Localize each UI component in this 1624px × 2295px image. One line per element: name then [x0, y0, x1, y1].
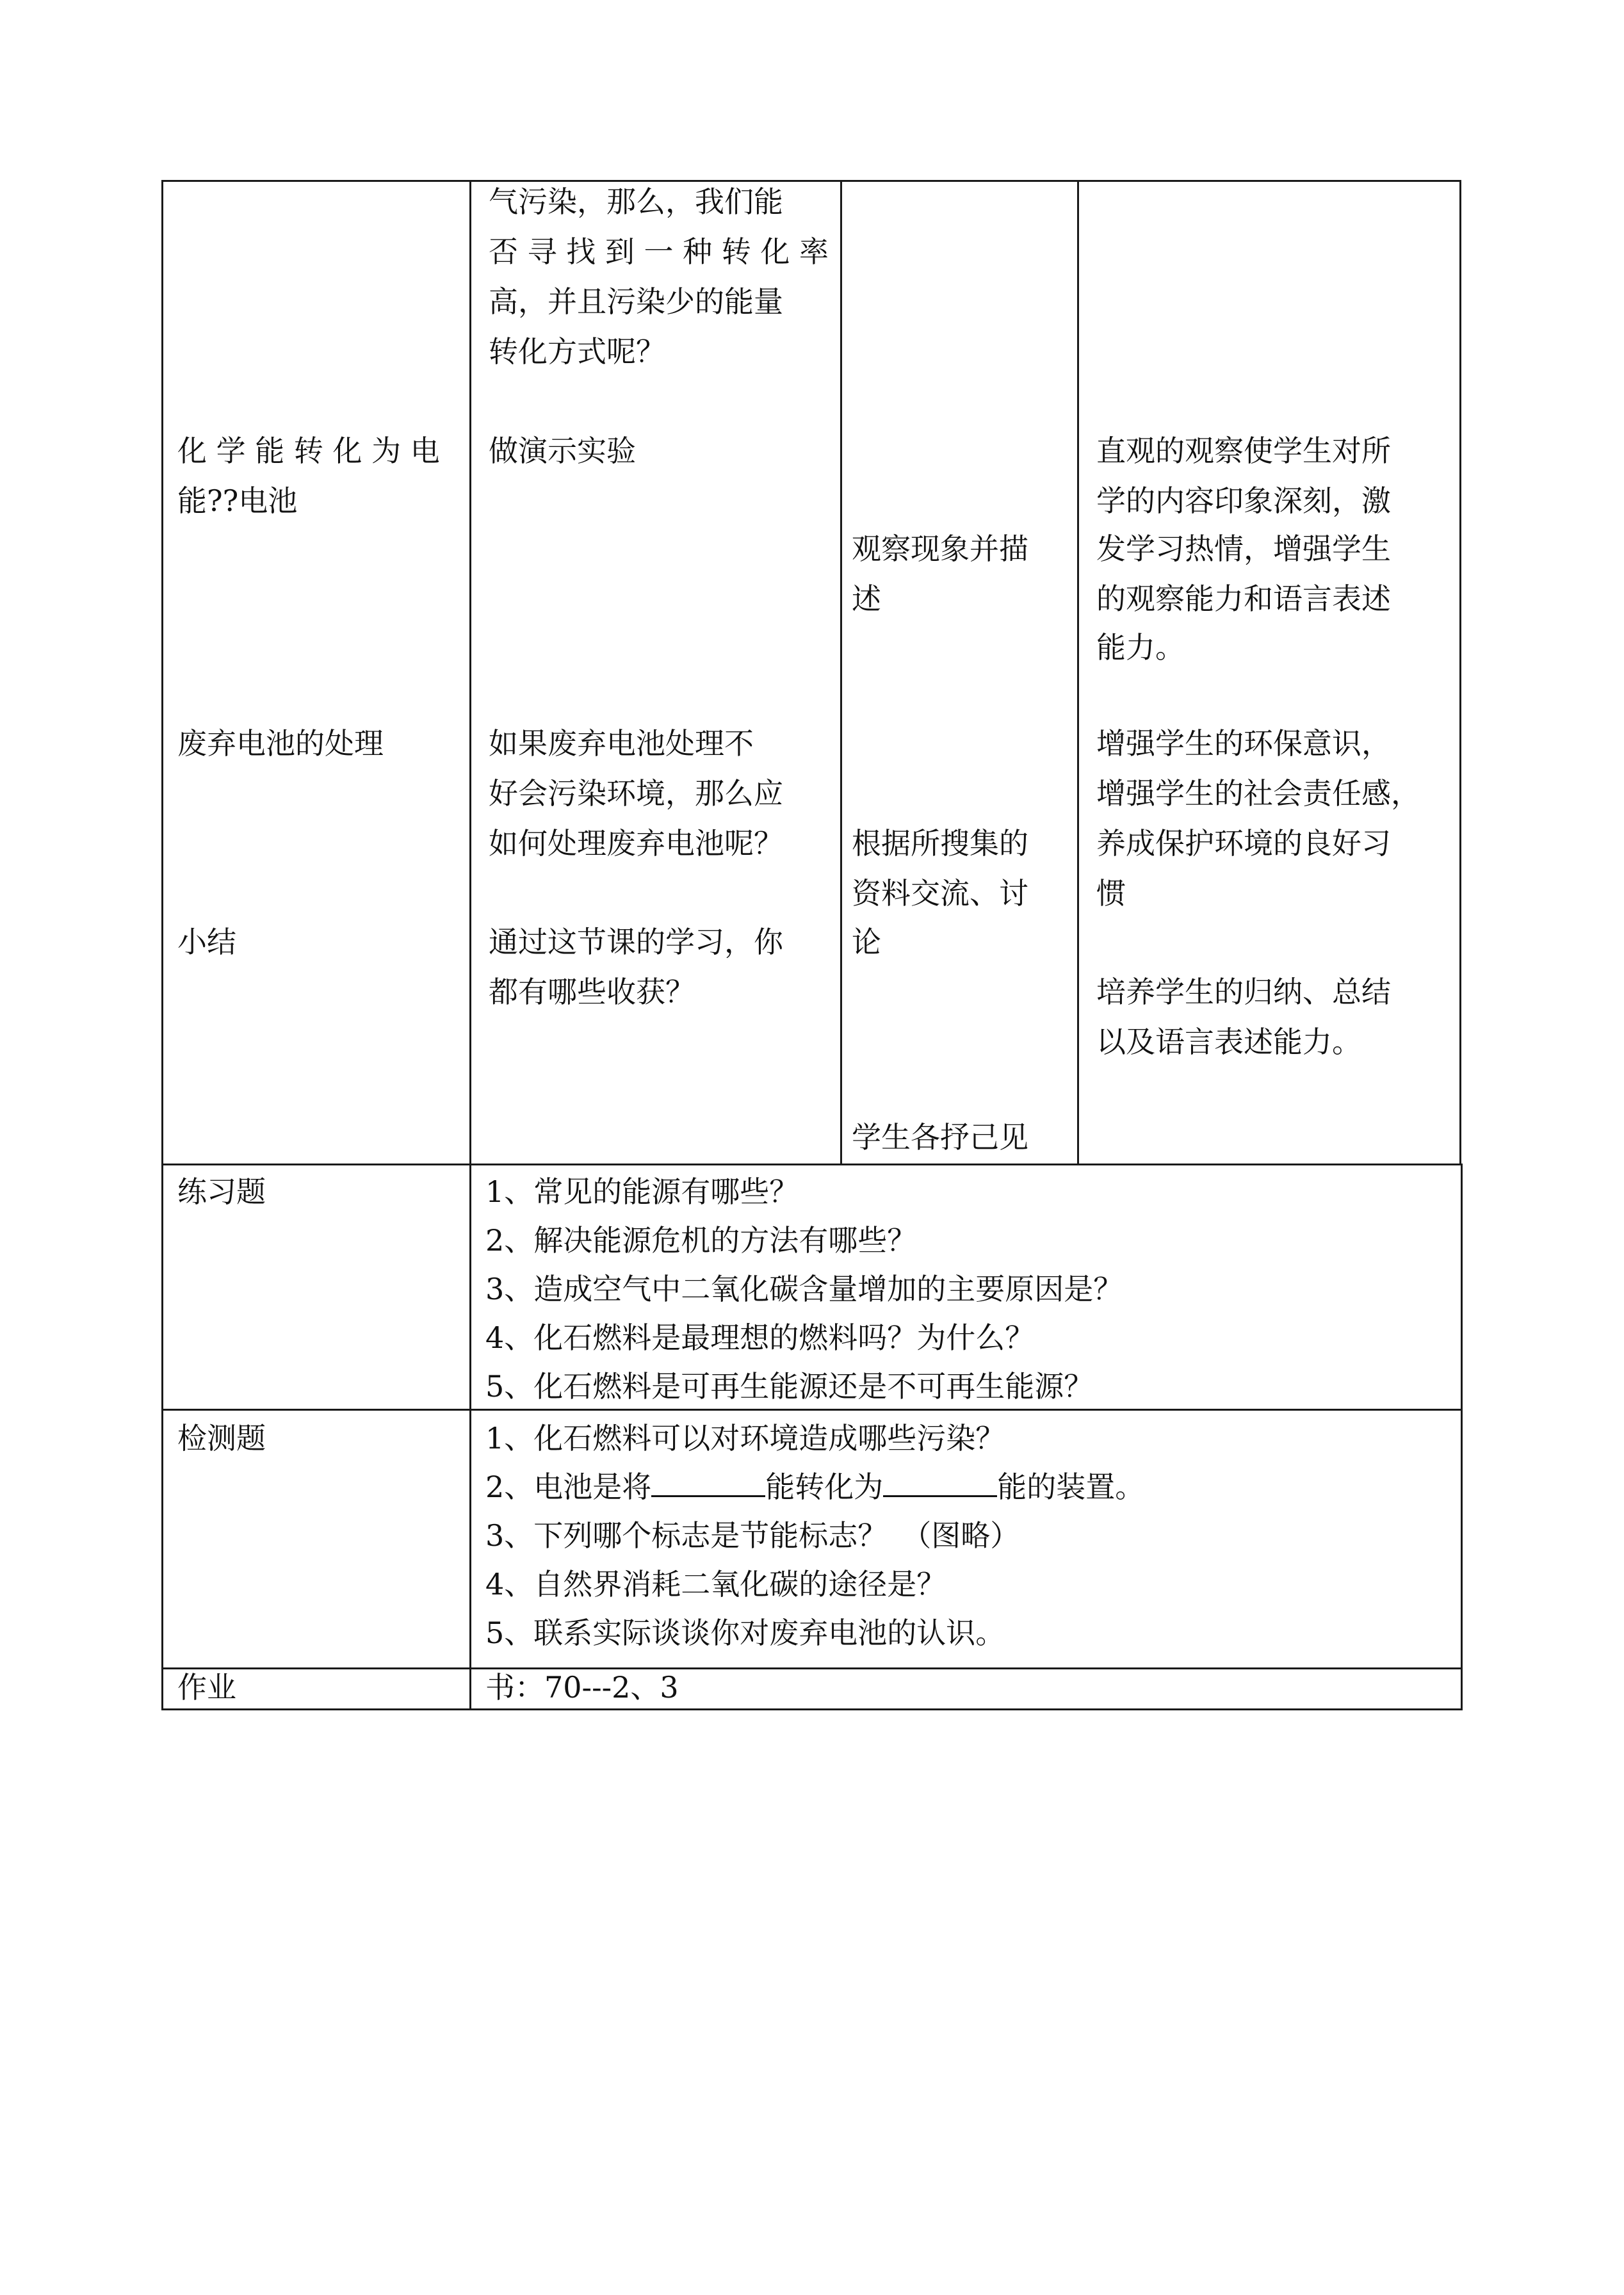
- intent-demo-line5: 能力。: [1096, 630, 1185, 665]
- test-item2-part-c: 能的装置。: [997, 1470, 1145, 1504]
- tests-label: 检测题: [177, 1421, 266, 1456]
- table-col-divider-2: [840, 180, 842, 1165]
- student-discuss-line2: 资料交流、讨: [852, 876, 1028, 911]
- intent-env-line4: 惯: [1096, 876, 1126, 911]
- table-border-left: [161, 180, 163, 1710]
- test-item2-part-b: 能转化为: [765, 1470, 884, 1504]
- table-divider-upper: [161, 1164, 1462, 1165]
- exercise-item: 4、化石燃料是最理想的燃料吗？为什么？: [485, 1320, 1035, 1355]
- teacher-disposal-line2: 好会污染环境，那么应: [489, 776, 783, 811]
- answer-blank[interactable]: [651, 1467, 765, 1497]
- exercise-item: 5、化石燃料是可再生能源还是不可再生能源？: [485, 1369, 1094, 1404]
- teacher-disposal-line3: 如何处理废弃电池呢？: [489, 826, 783, 861]
- test-item: 3、下列哪个标志是节能标志？ （图略）: [485, 1518, 1020, 1553]
- intent-demo-line3: 发学习热情，增强学生: [1096, 531, 1391, 566]
- intent-env-line3: 养成保护环境的良好习: [1096, 826, 1391, 861]
- homework-content: 书：70---2、3: [485, 1670, 679, 1705]
- table-divider-tests: [161, 1667, 1462, 1669]
- intent-summary-line2: 以及语言表述能力。: [1096, 1025, 1361, 1059]
- exercises-label: 练习题: [177, 1174, 266, 1209]
- exercise-item: 2、解决能源危机的方法有哪些？: [485, 1223, 917, 1258]
- intent-demo-line1: 直观的观察使学生对所: [1096, 434, 1391, 468]
- intent-demo-line2: 学的内容印象深刻，激: [1096, 483, 1391, 518]
- test-item2-part-a: 2、电池是将: [485, 1470, 652, 1504]
- student-discuss-line3: 论: [852, 925, 881, 959]
- intent-env-line1: 增强学生的环保意识，: [1096, 726, 1391, 761]
- teacher-intro-line4: 转化方式呢？: [489, 334, 665, 369]
- test-item: 1、化石燃料可以对环境造成哪些污染？: [485, 1421, 1005, 1456]
- teacher-disposal-line1: 如果废弃电池处理不: [489, 726, 754, 761]
- intent-summary-line1: 培养学生的归纳、总结: [1096, 975, 1391, 1009]
- table-border-bottom: [161, 1708, 1462, 1710]
- homework-label: 作业: [177, 1670, 236, 1705]
- topic-battery-line2: 能??电池: [177, 483, 298, 518]
- topic-summary: 小结: [177, 925, 236, 959]
- answer-blank[interactable]: [883, 1467, 997, 1497]
- teacher-summary-line2: 都有哪些收获？: [489, 975, 695, 1009]
- student-discuss-line1: 根据所搜集的: [852, 826, 1028, 861]
- table-border-top: [161, 180, 1461, 182]
- test-item: 5、联系实际谈谈你对废弃电池的认识。: [485, 1616, 1005, 1650]
- topic-battery-line1: 化 学 能 转 化 为 电: [177, 434, 440, 468]
- teacher-summary-line1: 通过这节课的学习，你: [489, 925, 783, 959]
- table-border-right-lower: [1461, 1164, 1463, 1710]
- intent-env-line2: 增强学生的社会责任感，: [1096, 776, 1420, 811]
- test-item-fill-blank: [485, 1462, 1144, 1512]
- teacher-intro-line1: 气污染，那么，我们能: [489, 184, 783, 219]
- table-border-right-upper: [1459, 180, 1461, 1165]
- teacher-intro-line3: 高，并且污染少的能量: [489, 284, 783, 319]
- teacher-intro-line2: 否 寻 找 到 一 种 转 化 率: [489, 234, 829, 269]
- topic-disposal: 废弃电池的处理: [177, 726, 384, 761]
- test-item: 4、自然界消耗二氧化碳的途径是？: [485, 1567, 946, 1602]
- student-opinions: 学生各抒己见: [852, 1120, 1028, 1155]
- exercise-item: 3、造成空气中二氧化碳含量增加的主要原因是？: [485, 1272, 1123, 1306]
- table-col-divider-3: [1077, 180, 1079, 1165]
- student-observe-line1: 观察现象并描: [852, 531, 1028, 566]
- student-observe-line2: 述: [852, 581, 881, 616]
- table-col-divider-1: [469, 180, 471, 1710]
- intent-demo-line4: 的观察能力和语言表述: [1096, 581, 1391, 616]
- exercise-item: 1、常见的能源有哪些？: [485, 1174, 799, 1209]
- teacher-demo: 做演示实验: [489, 434, 636, 468]
